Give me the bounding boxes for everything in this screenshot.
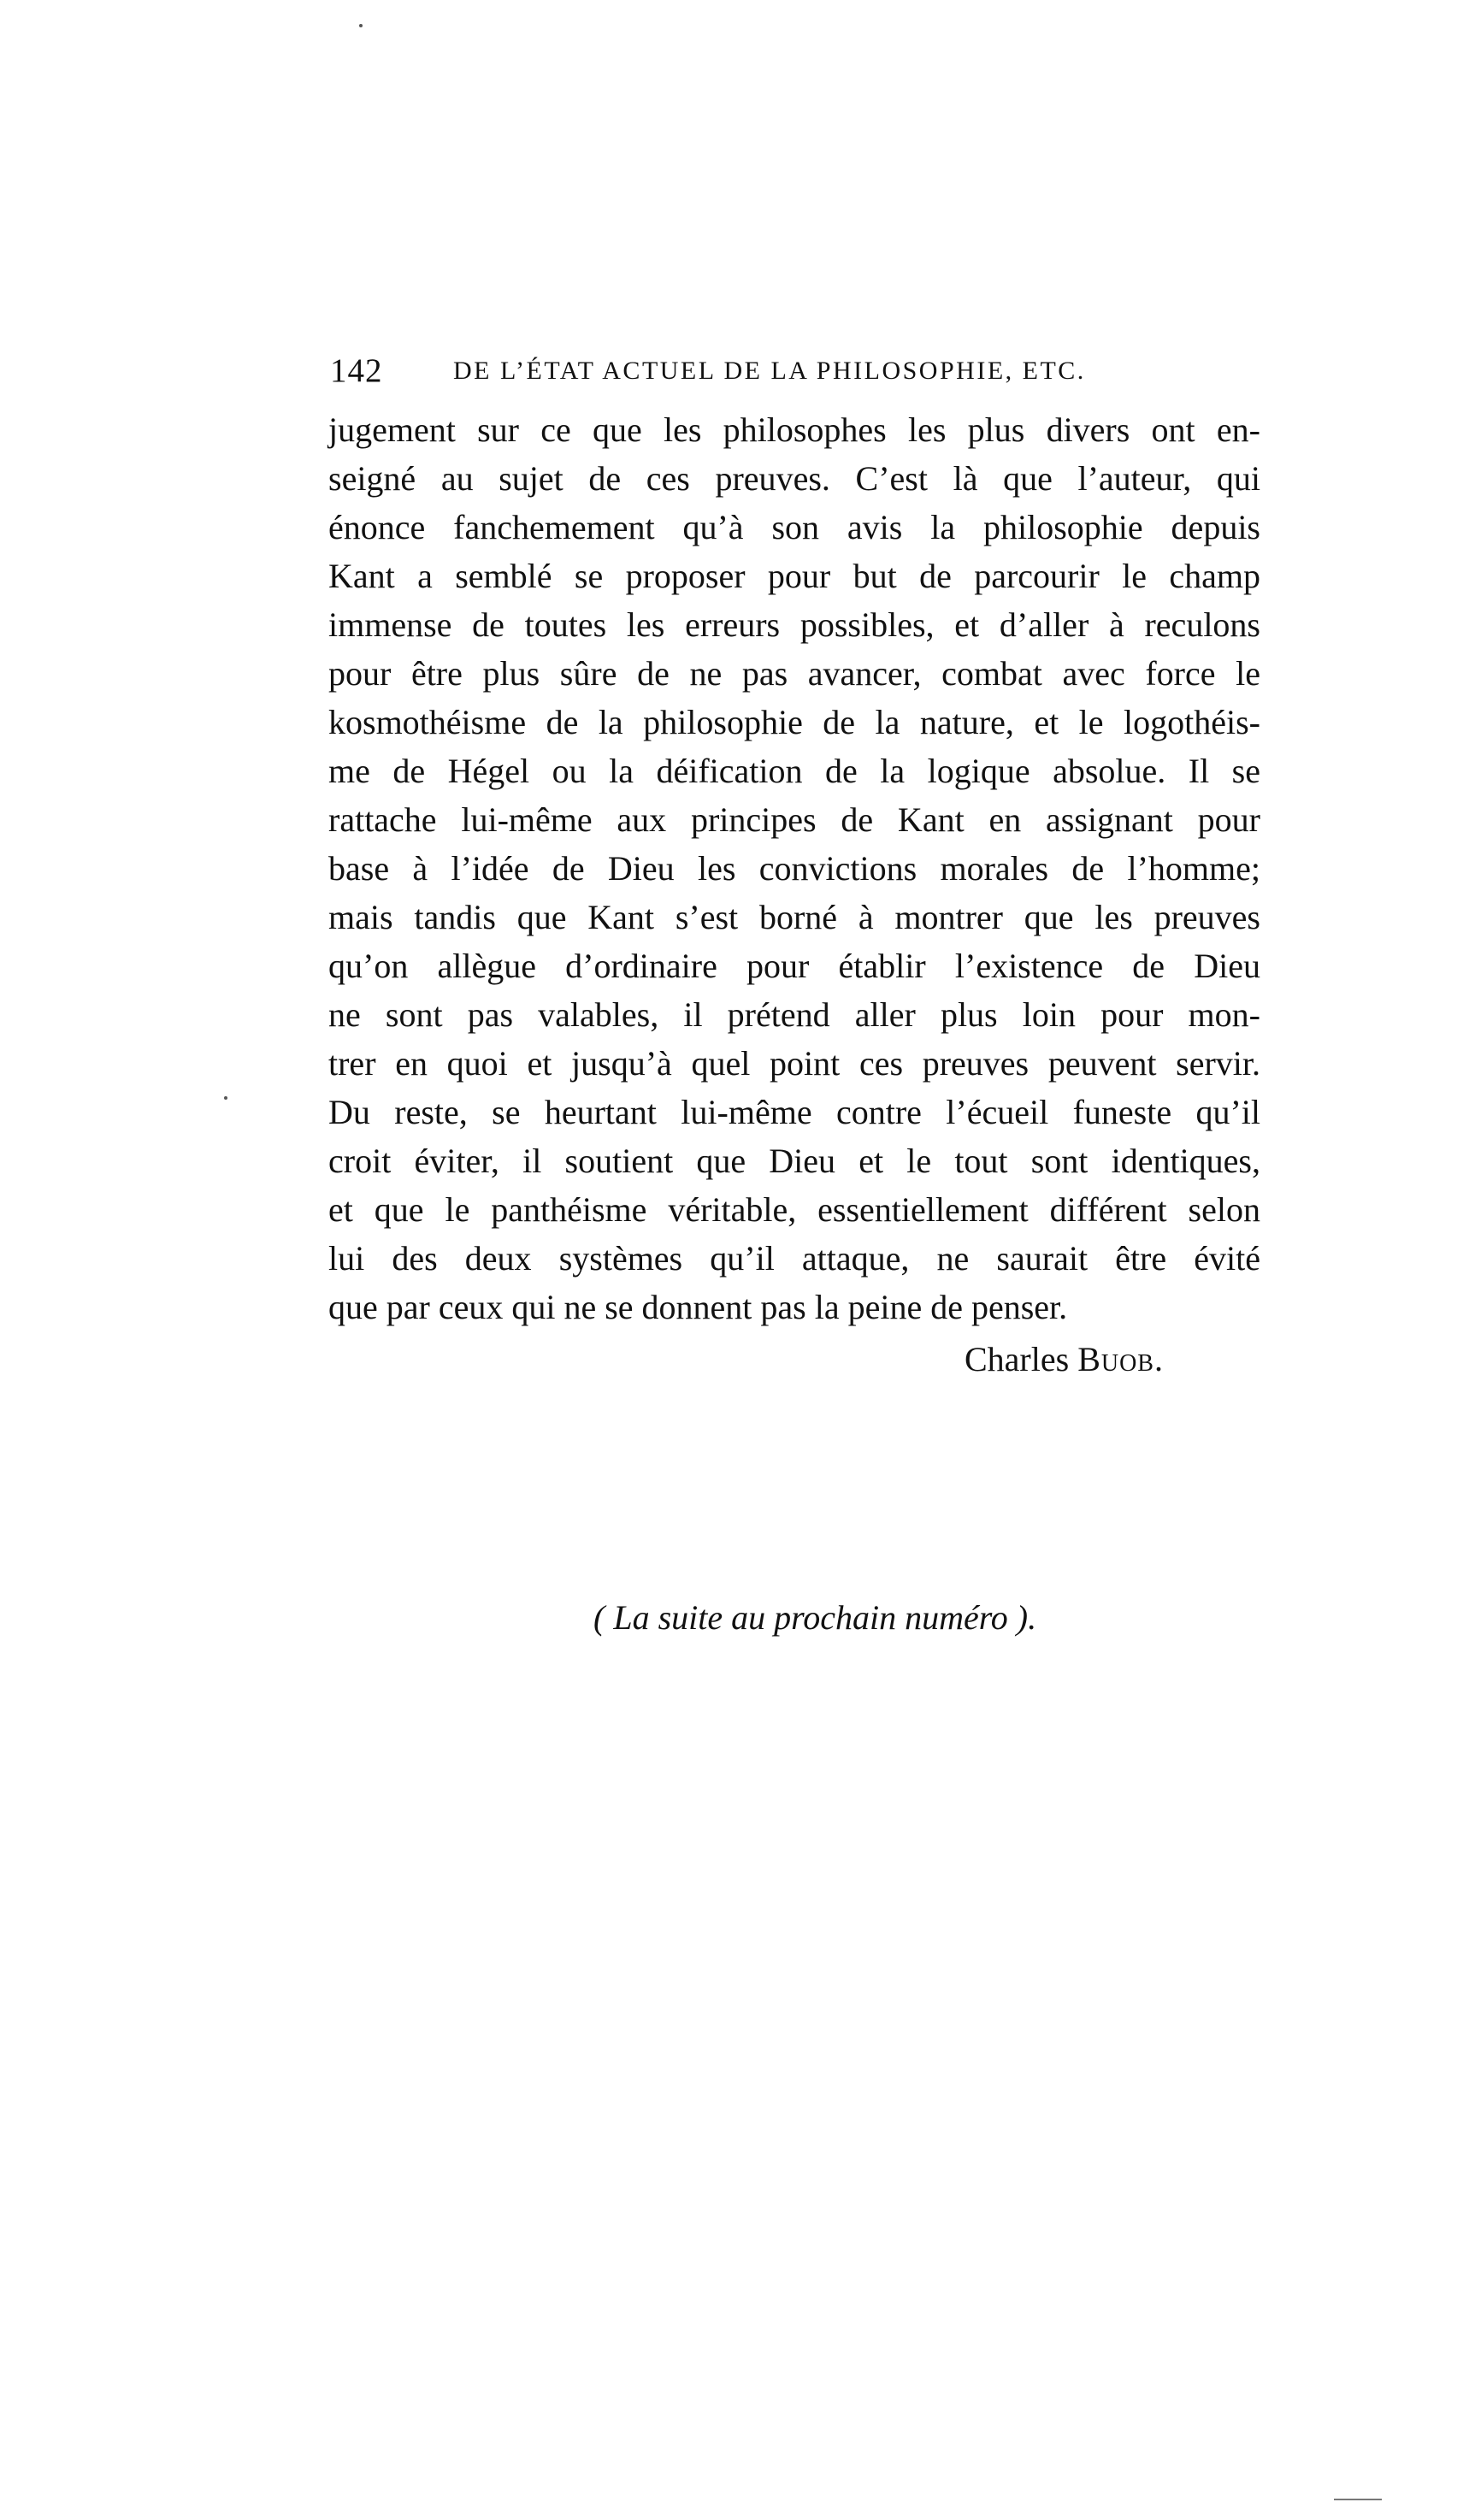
text-line: me de Hégel ou la déification de la logique absolue. Il se — [328, 752, 1260, 790]
body-paragraph — [328, 405, 1260, 1331]
text-line: et que le panthéisme véritable, essentiellement différent selon — [328, 1190, 1260, 1229]
continuation-note: ( La suite au prochain numéro ). — [593, 1598, 1037, 1637]
text-line: trer en quoi et jusqu’à quel point ces preuves peuvent servir. — [328, 1044, 1260, 1083]
text-line: immense de toutes les erreurs possibles, et d’aller à reculons — [328, 605, 1260, 644]
author-first-name: Charles — [965, 1340, 1070, 1378]
text-line: mais tandis que Kant s’est borné à montrer que les preuves — [328, 898, 1260, 936]
edge-mark — [1334, 2499, 1382, 2500]
text-line: jugement sur ce que les philosophes les plus divers ont en- — [328, 410, 1260, 449]
page-number: 142 — [330, 352, 383, 389]
text-line: qu’on allègue d’ordinaire pour établir l’existence de Dieu — [328, 947, 1260, 985]
text-line: kosmothéisme de la philosophie de la nature, et le logothéis- — [328, 703, 1260, 741]
running-head: DE L’ÉTAT ACTUEL DE LA PHILOSOPHIE, ETC. — [453, 357, 1086, 385]
text-line: seigné au sujet de ces preuves. C’est là que l’auteur, qui — [328, 459, 1260, 498]
author-signature — [965, 1334, 1164, 1385]
text-line: rattache lui-même aux principes de Kant en assignant pour — [328, 800, 1260, 839]
text-line: Du reste, se heurtant lui-même contre l’écueil funeste qu’il — [328, 1093, 1260, 1131]
paper-speck — [224, 1096, 227, 1100]
paper-speck — [359, 24, 363, 27]
text-line: base à l’idée de Dieu les convictions morales de l’homme; — [328, 849, 1260, 888]
text-line: pour être plus sûre de ne pas avancer, combat avec force le — [328, 654, 1260, 693]
text-line: que par ceux qui ne se donnent pas la peine de penser. — [328, 1288, 1068, 1326]
text-line: énonce fanchemement qu’à son avis la philosophie depuis — [328, 508, 1260, 546]
text-line: Kant a semblé se proposer pour but de parcourir le champ — [328, 557, 1260, 595]
text-line: lui des deux systèmes qu’il attaque, ne saurait être évité — [328, 1239, 1260, 1278]
author-surname: Buob. — [1077, 1340, 1164, 1378]
text-line: ne sont pas valables, il prétend aller plus loin pour mon- — [328, 995, 1260, 1034]
text-line: croit éviter, il soutient que Dieu et le tout sont identiques, — [328, 1142, 1260, 1180]
page-header — [330, 345, 1274, 397]
